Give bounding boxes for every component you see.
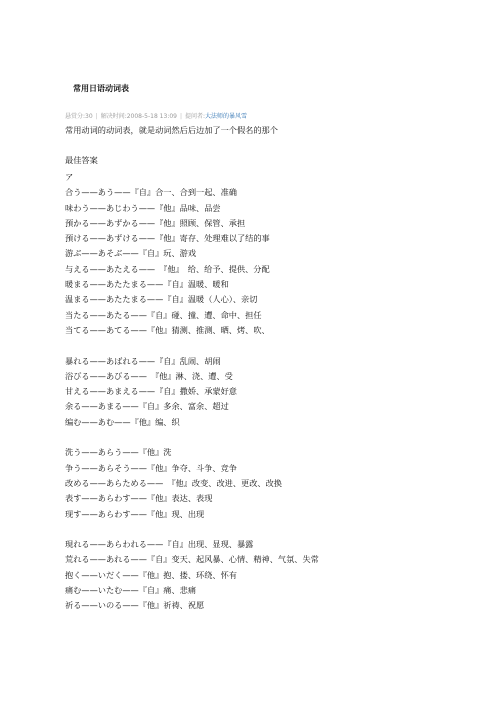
verb-entry: 痛む——いたむ——『自』痛、悲痛 (65, 585, 197, 596)
page-title: 常用日语动词表 (73, 84, 129, 93)
verb-entry: 預ける——あずける——『他』寄存、处理难以了结的事 (65, 233, 270, 244)
asker-label: 提问者: (185, 113, 206, 120)
blank-line (65, 338, 319, 353)
verb-entry: 甘える——あまえる——『自』撒娇、承蒙好意 (65, 386, 237, 397)
verb-entry: 与える——あたえる—— 『他』 给、给予、提供、分配 (65, 263, 270, 274)
verb-entry: 現れる——あらわれる——『自』出现、显现、暴露 (65, 539, 254, 550)
verb-entry: 暖まる——あたたまる——『自』温暖、暖和 (65, 279, 229, 290)
question-meta (65, 111, 247, 120)
blank-line (65, 522, 319, 537)
verb-entry: 当たる——あたる——『自』碰、撞、遭、命中、担任 (65, 309, 262, 320)
meta-divider: | (95, 113, 98, 120)
verb-entry: 暴れる——あばれる——『自』乱闹、胡闹 (65, 355, 221, 366)
verb-entry: 当てる——あてる——『他』猜测、推测、晒、烤、吹、 (65, 324, 270, 335)
verb-entry: 温まる——あたたまる——『自』温暖（人心）、亲切 (65, 294, 258, 305)
verb-entry: 浴びる——あびる—— 『他』淋、浇、遭、受 (65, 370, 233, 381)
resolved-time: 解决时间:2008-5-18 13:09 (100, 113, 177, 120)
verb-list (65, 170, 319, 614)
meta-divider: | (179, 113, 183, 120)
kana-section-heading: ア (65, 172, 74, 182)
verb-entry: 合う——あう——『自』合一、合到一起、准确 (65, 187, 237, 198)
verb-entry: 味わう——あじわう——『他』品味、品尝 (65, 202, 221, 213)
verb-entry: 預かる——あずかる——『他』照顾、保管、承担 (65, 217, 246, 228)
verb-entry: 荒れる——あれる——『自』变天、起风暴、心情、精神、气氛、失常 (65, 554, 319, 565)
verb-entry: 现す——あらわす——『他』现、出现 (65, 508, 205, 519)
best-answer-heading: 最佳答案 (65, 155, 98, 165)
verb-entry: 游ぶ——あそぶ——『自』玩、游戏 (65, 248, 197, 259)
verb-entry: 编む——あむ——『他』编、织 (65, 416, 180, 427)
verb-entry: 祈る——いのる——『他』祈祷、祝愿 (65, 600, 205, 611)
question-text: 常用动词的动词表，就是动词然后后边加了一个假名的那个 (65, 125, 278, 135)
verb-entry: 争う——あらそう——『他』争夺、斗争、竞争 (65, 462, 237, 473)
reward-text: 悬赏分:30 (65, 113, 93, 120)
verb-entry: 洗う——あらう——『他』洗 (65, 447, 172, 458)
verb-entry: 余る——あまる——『自』多余、富余、超过 (65, 401, 229, 412)
asker-link[interactable]: 大法师的暴风雪 (205, 113, 248, 120)
verb-entry: 表す——あらわす——『他』表达、表现 (65, 493, 213, 504)
blank-line (65, 430, 319, 445)
verb-entry: 抱く——いだく——『他』抱、搂、环绕、怀有 (65, 569, 237, 580)
verb-entry: 改める——あらためる—— 『他』改变、改进、更改、改换 (65, 477, 282, 488)
